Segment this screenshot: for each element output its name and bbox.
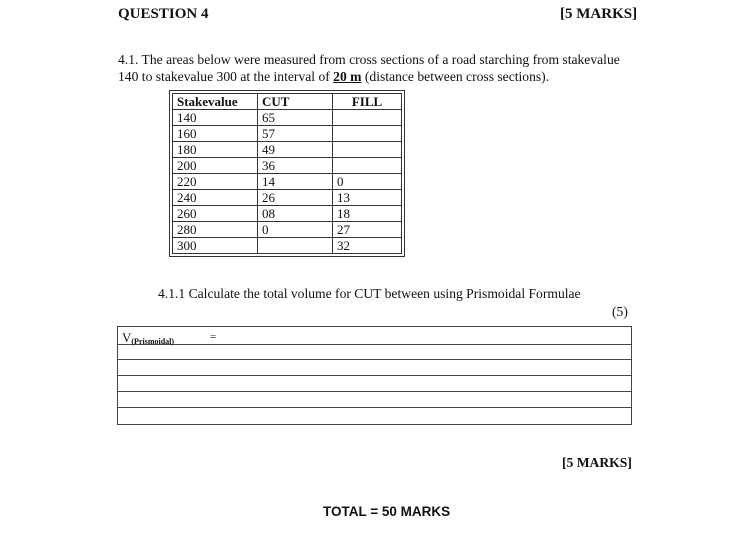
subquestion-text: 4.1.1 Calculate the total volume for CUT between using Prismoidal Formulae bbox=[158, 286, 581, 301]
volume-symbol: V bbox=[122, 330, 132, 345]
question-marks: [5 MARKS] bbox=[560, 6, 638, 22]
stakevalue-cell: 160 bbox=[173, 126, 258, 142]
stakevalue-cell: 220 bbox=[173, 174, 258, 190]
cut-cell: 65 bbox=[258, 110, 333, 126]
intro-text-after: (distance between cross sections). bbox=[361, 68, 550, 84]
cut-cell: 49 bbox=[258, 142, 333, 158]
table-row bbox=[173, 174, 402, 190]
cut-cell bbox=[258, 238, 333, 254]
stakevalue-cell: 280 bbox=[173, 222, 258, 238]
fill-cell: 13 bbox=[333, 190, 402, 206]
table-row bbox=[173, 142, 402, 158]
cut-cell: 36 bbox=[258, 158, 333, 174]
intro-text-before: 4.1. The areas below were measured from cross sections of a road starching from stakevalue 140 to stakevalue 300 at the interval of bbox=[118, 52, 620, 84]
table-row bbox=[173, 222, 402, 238]
question-title: QUESTION 4 bbox=[118, 6, 209, 22]
volume-subscript: (Prismoidal) bbox=[131, 337, 175, 346]
table-row bbox=[173, 126, 402, 142]
cut-cell: 26 bbox=[258, 190, 333, 206]
stakevalue-cell: 140 bbox=[173, 110, 258, 126]
fill-cell bbox=[333, 142, 402, 158]
table-row bbox=[173, 110, 402, 126]
fill-cell bbox=[333, 158, 402, 174]
stakevalue-cell: 200 bbox=[173, 158, 258, 174]
cut-cell: 0 bbox=[258, 222, 333, 238]
answer-line bbox=[118, 391, 631, 392]
stakevalue-cell: 180 bbox=[173, 142, 258, 158]
header-stakevalue: Stakevalue bbox=[173, 94, 258, 110]
table-row bbox=[173, 158, 402, 174]
fill-cell: 32 bbox=[333, 238, 402, 254]
interval-value: 20 m bbox=[333, 68, 362, 84]
fill-cell: 27 bbox=[333, 222, 402, 238]
header-fill: FILL bbox=[333, 94, 402, 110]
subquestion-marks: (5) bbox=[612, 304, 628, 319]
stakevalue-cell: 260 bbox=[173, 206, 258, 222]
header-cut: CUT bbox=[258, 94, 333, 110]
answer-line bbox=[118, 359, 631, 360]
cut-cell: 14 bbox=[258, 174, 333, 190]
question-intro bbox=[118, 52, 638, 85]
section-marks: [5 MARKS] bbox=[562, 455, 632, 470]
areas-table bbox=[172, 93, 402, 254]
cut-cell: 57 bbox=[258, 126, 333, 142]
fill-cell bbox=[333, 126, 402, 142]
answer-box[interactable] bbox=[117, 326, 632, 425]
table-row bbox=[173, 238, 402, 254]
fill-cell: 0 bbox=[333, 174, 402, 190]
total-marks: TOTAL = 50 MARKS bbox=[323, 504, 451, 519]
table-row bbox=[173, 190, 402, 206]
answer-line bbox=[118, 407, 631, 408]
fill-cell bbox=[333, 110, 402, 126]
fill-cell: 18 bbox=[333, 206, 402, 222]
table-header-row bbox=[173, 94, 402, 110]
answer-line bbox=[118, 344, 631, 345]
cut-cell: 08 bbox=[258, 206, 333, 222]
table-row bbox=[173, 206, 402, 222]
stakevalue-cell: 300 bbox=[173, 238, 258, 254]
answer-line bbox=[118, 375, 631, 376]
equals-sign: = bbox=[210, 331, 217, 343]
stakevalue-cell: 240 bbox=[173, 190, 258, 206]
